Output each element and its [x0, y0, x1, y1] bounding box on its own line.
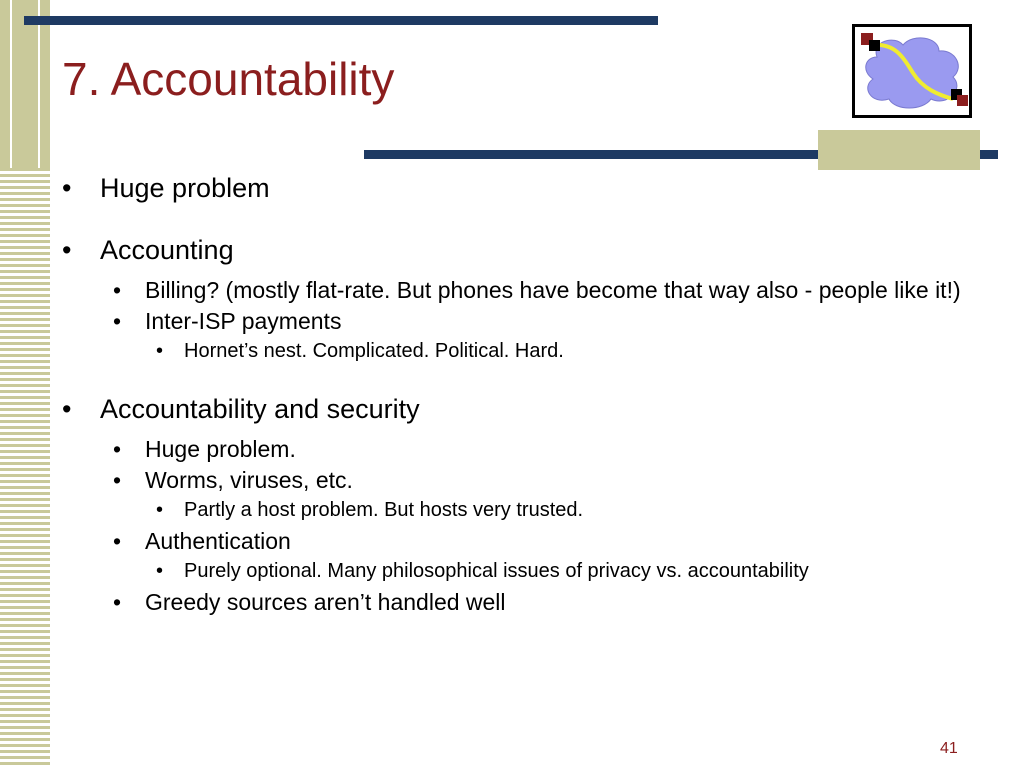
sub-bullet-huge-problem: • Huge problem. — [60, 437, 1010, 461]
sub-sub-bullet-host-problem: • Partly a host problem. But hosts very trusted. — [60, 498, 1010, 522]
sub-bullet-greedy-sources: • Greedy sources aren’t handled well — [60, 590, 1010, 614]
sub-bullet-worms: • Worms, viruses, etc. — [60, 468, 1010, 492]
sub-sub-bullet-purely-optional: • Purely optional. Many philosophical issues of privacy vs. accountability — [60, 559, 1010, 583]
sub-bullet-inter-isp: • Inter-ISP payments — [60, 309, 1010, 333]
network-cloud-graphic — [855, 27, 969, 115]
sub-bullet-billing: • Billing? (mostly flat-rate. But phones have become that way also - people like it!) — [60, 278, 1010, 302]
sub-sub-bullet-hornets-nest: • Hornet’s nest. Complicated. Political. Hard. — [60, 339, 1010, 363]
sub-bullet-authentication: • Authentication — [60, 529, 1010, 553]
left-solid-decoration — [0, 0, 50, 168]
network-cloud-icon — [852, 24, 972, 118]
bullet-accountability-security: • Accountability and security — [60, 393, 1010, 425]
accent-block — [818, 130, 980, 170]
slide-body — [60, 172, 1010, 614]
page-number: 41 — [940, 740, 958, 757]
top-rule — [24, 16, 658, 25]
bullet-huge-problem: • Huge problem — [60, 172, 1010, 204]
bullet-accounting: • Accounting — [60, 234, 1010, 266]
slide-title: 7. Accountability — [62, 53, 395, 105]
